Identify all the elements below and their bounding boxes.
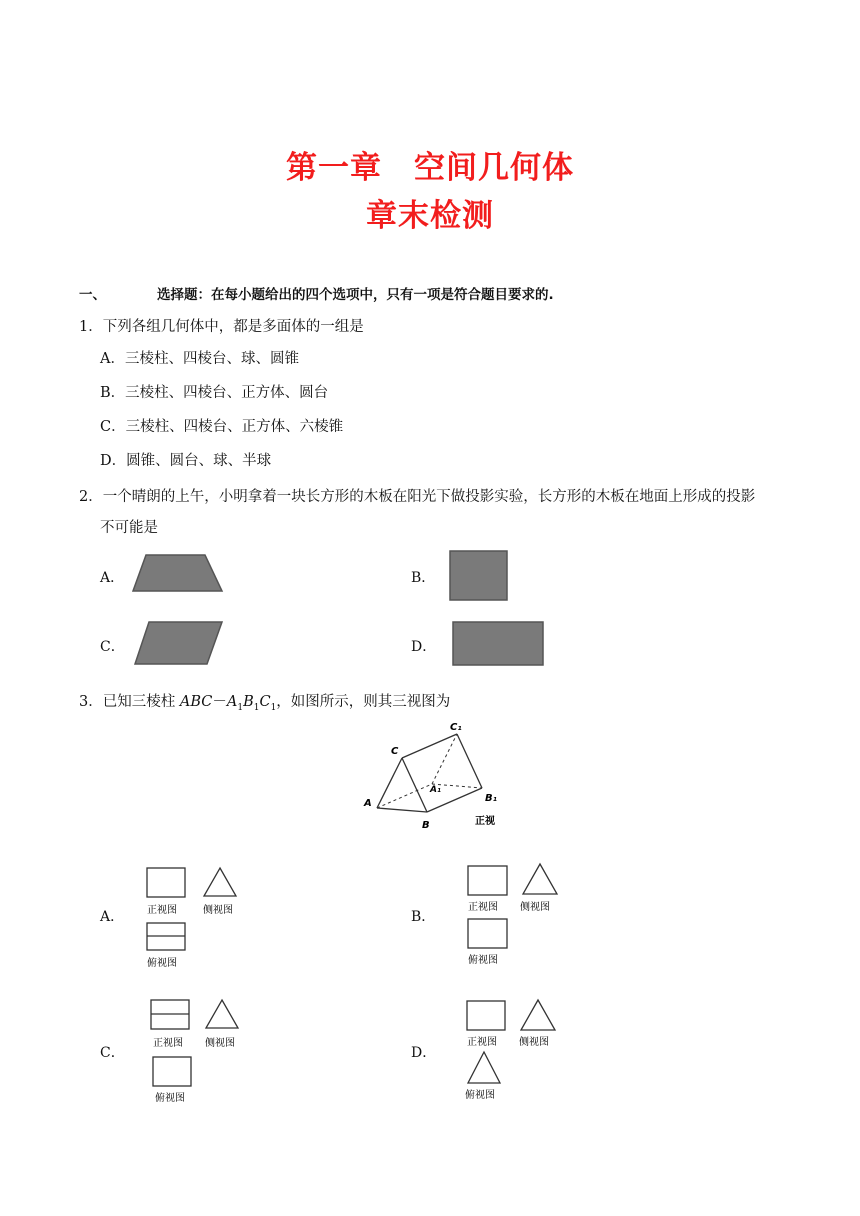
vertex-label-a: A xyxy=(364,798,372,809)
top-view-label: 俯视图 xyxy=(465,1090,495,1101)
chapter-subtitle: 章末检测 xyxy=(366,198,494,234)
vertex-label-a1: A₁ xyxy=(430,785,441,795)
side-view-label: 侧视图 xyxy=(203,905,233,916)
question-2-label-a: A． xyxy=(100,570,125,586)
top-view-label: 俯视图 xyxy=(147,958,177,969)
question-1-option-c: C．三棱柱、四棱台、正方体、六棱锥 xyxy=(100,419,344,435)
front-view-label: 正视图 xyxy=(147,905,177,916)
front-view-label: 正视图 xyxy=(468,902,498,913)
side-view-triangle xyxy=(204,868,236,896)
side-view-triangle xyxy=(523,864,557,894)
side-view-label: 侧视图 xyxy=(520,902,550,913)
top-view-rectangle xyxy=(153,1057,191,1086)
option-d-three-views xyxy=(461,995,569,1107)
question-1-option-a: A．三棱柱、四棱台、球、圆锥 xyxy=(100,351,299,367)
parallelogram-projection-figure xyxy=(132,618,227,668)
question-1-option-b: B．三棱柱、四棱台、正方体、圆台 xyxy=(100,385,329,401)
view-direction-label: 正视 xyxy=(475,816,495,827)
question-3-stem: 3．已知三棱柱 $ABC-A_1B_1C_1$，如图所示，则其三视图为 xyxy=(79,694,451,713)
vertex-label-c: C xyxy=(391,746,399,757)
front-view-rectangle xyxy=(467,1001,505,1030)
option-a-three-views xyxy=(143,863,249,971)
section-number: 一、 xyxy=(79,287,106,303)
question-2-label-c: C． xyxy=(100,639,125,655)
side-view-label: 侧视图 xyxy=(519,1037,549,1048)
vertex-label-b1: B₁ xyxy=(485,793,498,804)
front-view-rectangle xyxy=(147,868,185,897)
question-3-label-b: B． xyxy=(411,909,436,925)
top-view-label: 俯视图 xyxy=(155,1093,185,1104)
triangular-prism-figure xyxy=(352,720,510,836)
top-view-rectangle xyxy=(468,919,507,948)
vertex-label-b: B xyxy=(422,820,430,831)
front-view-label: 正视图 xyxy=(467,1037,497,1048)
front-view-rectangle xyxy=(468,866,507,895)
rectangle-projection-figure xyxy=(447,618,552,668)
question-3-label-a: A． xyxy=(100,909,125,925)
square-projection-figure xyxy=(443,548,513,603)
top-view-label: 俯视图 xyxy=(468,955,498,966)
front-view-label: 正视图 xyxy=(153,1038,183,1049)
vertex-label-c1: C₁ xyxy=(450,722,462,733)
question-2-stem-line1: 2．一个晴朗的上午，小明拿着一块长方形的木板在阳光下做投影实验，长方形的木板在地面上形成的投影 xyxy=(79,489,756,505)
question-1-stem: 1．下列各组几何体中，都是多面体的一组是 xyxy=(79,319,364,335)
section-instruction: 选择题：在每小题给出的四个选项中，只有一项是符合题目要求的. xyxy=(157,287,554,303)
question-3-label-d: D． xyxy=(411,1045,437,1061)
question-2-stem-line2: 不可能是 xyxy=(100,520,158,536)
question-2-label-b: B． xyxy=(411,570,436,586)
option-c-three-views xyxy=(145,994,251,1106)
top-view-triangle xyxy=(468,1052,500,1083)
side-view-triangle xyxy=(206,1000,238,1028)
question-2-label-d: D． xyxy=(411,639,437,655)
chapter-title: 第一章 空间几何体 xyxy=(286,150,574,186)
side-view-label: 侧视图 xyxy=(205,1038,235,1049)
trapezoid-projection-figure xyxy=(130,551,225,596)
side-view-triangle xyxy=(521,1000,555,1030)
question-1-option-d: D．圆锥、圆台、球、半球 xyxy=(100,453,272,469)
option-b-three-views xyxy=(463,860,569,968)
question-3-label-c: C． xyxy=(100,1045,125,1061)
